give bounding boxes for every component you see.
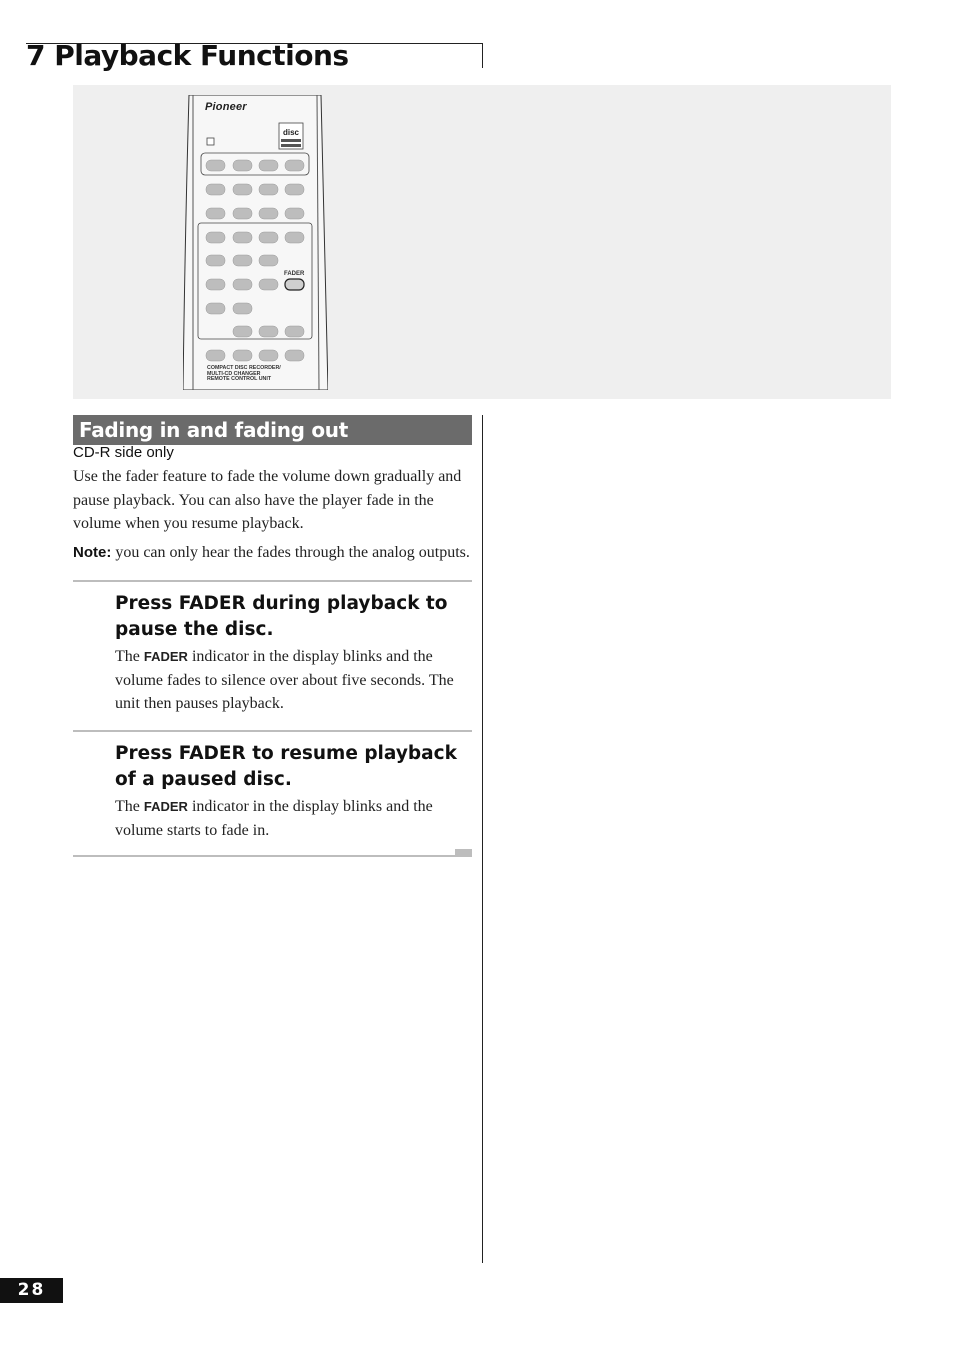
remote-control-drawing bbox=[183, 95, 328, 390]
remote-caption-line: REMOTE CONTROL UNIT bbox=[207, 376, 272, 383]
section-end-marker bbox=[455, 849, 472, 856]
note-label: Note: bbox=[73, 544, 112, 561]
remote-caption bbox=[207, 366, 317, 383]
note-paragraph bbox=[73, 541, 473, 565]
step-1-body-prefix: The bbox=[115, 648, 144, 665]
step-1-fader-term: FADER bbox=[143, 649, 188, 664]
step-divider bbox=[73, 730, 472, 732]
step-2-body-prefix: The bbox=[115, 798, 144, 815]
remote-control-illustration bbox=[183, 95, 328, 390]
fader-button bbox=[285, 279, 304, 290]
step-2-fader-term: FADER bbox=[143, 799, 188, 814]
column-divider bbox=[482, 415, 483, 1263]
brand-logo: Pioneer bbox=[205, 101, 247, 113]
step-1-body bbox=[115, 645, 473, 716]
remote-caption-line: MULTI-CD CHANGER bbox=[207, 370, 261, 377]
step-divider bbox=[73, 580, 472, 582]
chapter-title: 7 Playback Functions bbox=[26, 39, 349, 72]
fader-label: FADER bbox=[284, 271, 305, 277]
intro-paragraph: Use the fader feature to fade the volume down gradually and pause playback. You can also have the player fade in the volume when you resume playback. bbox=[73, 468, 462, 532]
note-text: you can only hear the fades through the analog outputs. bbox=[111, 544, 470, 561]
page-number: 28 bbox=[0, 1278, 63, 1303]
step-2-title: Press FADER to resume playback of a paused disc. bbox=[115, 743, 457, 790]
step-2-body bbox=[115, 795, 473, 842]
svg-text:disc: disc bbox=[282, 128, 300, 137]
section-title: Fading in and fading out bbox=[73, 415, 472, 445]
remote-caption-line: COMPACT DISC RECORDER/ bbox=[207, 365, 281, 371]
step-2-body-suffix: indicator in the display blinks and the volume starts to fade in. bbox=[115, 798, 433, 839]
section-subtitle: CD-R side only bbox=[73, 444, 174, 461]
step-1-body-suffix: indicator in the display blinks and the volume fades to silence over about five seconds. The unit then pauses playback. bbox=[115, 648, 454, 712]
chapter-rule-end bbox=[482, 43, 483, 68]
section-end-rule bbox=[73, 855, 472, 857]
step-1-title: Press FADER during playback to pause the disc. bbox=[115, 593, 448, 640]
